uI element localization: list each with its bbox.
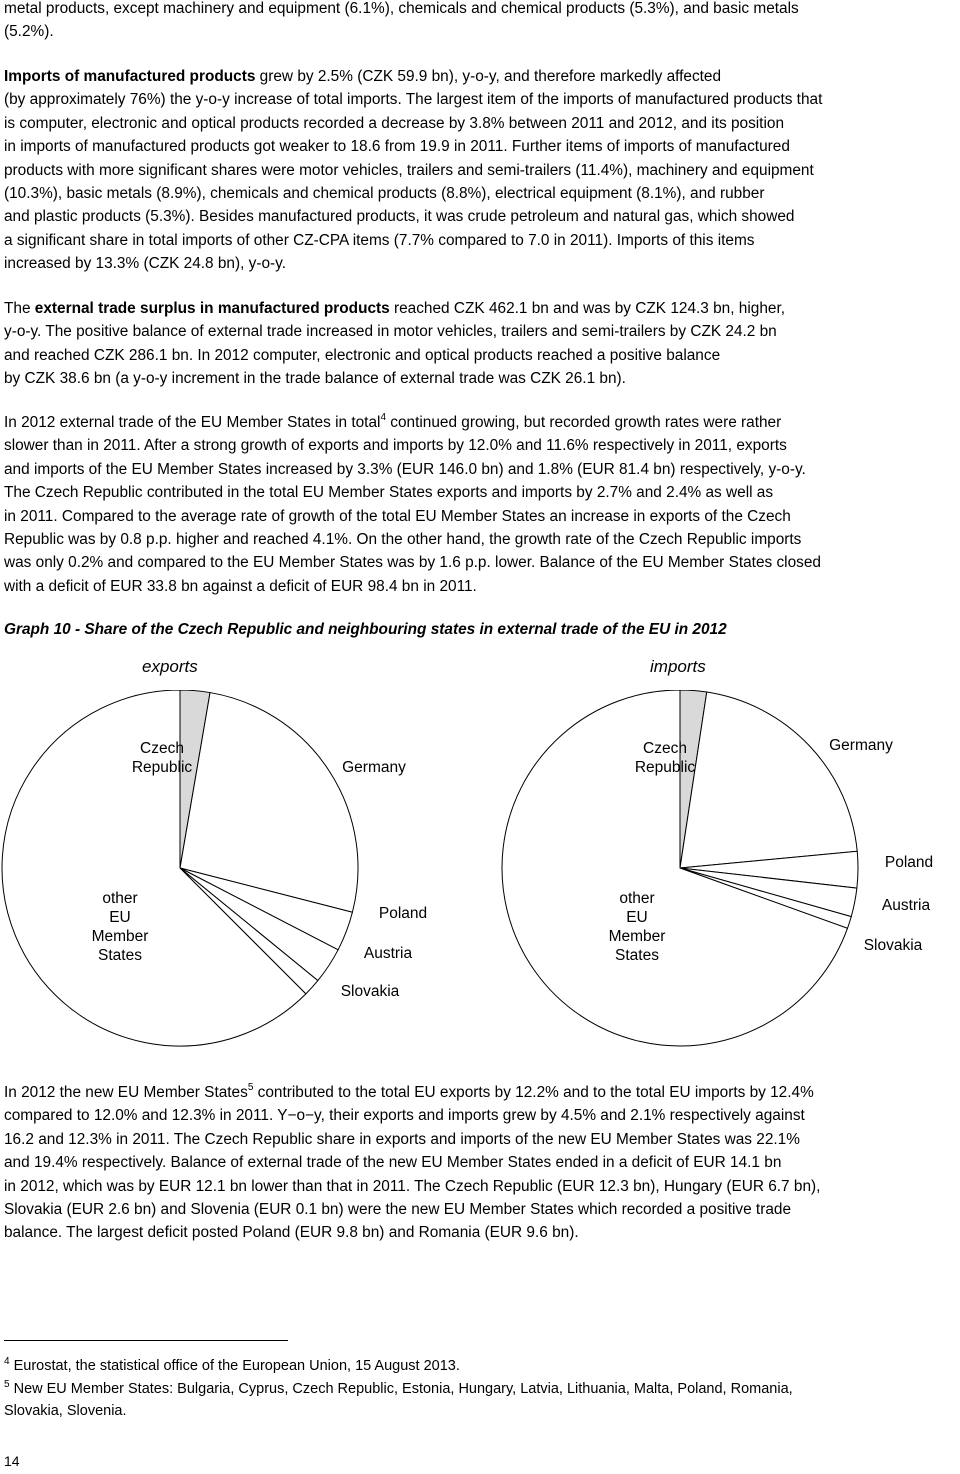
imports-label-other-eu-member-states: other EU Member States (608, 890, 666, 964)
imports-label-czech-republic: Czech Republic (634, 740, 696, 776)
imports-label-slovakia: Slovakia (863, 937, 923, 954)
imports-label-poland: Poland (884, 854, 934, 871)
bold-lead-imports: Imports of manufactured products (4, 68, 256, 85)
page-number: 14 (4, 1453, 20, 1469)
exports-pie-title: exports (142, 657, 198, 676)
footnote-ref-4: 4 (380, 412, 386, 423)
footnote-separator (4, 1340, 288, 1341)
graph-title: Graph 10 - Share of the Czech Republic and neighbouring states in external trade of the EU in 2012 (4, 621, 727, 638)
exports-label-slovakia: Slovakia (340, 983, 400, 1000)
pie-charts (0, 690, 960, 1062)
paragraph-eu-external-trade: In 2012 external trade of the EU Member States in total$^4$ continued growing, but recorded growth rates were rather slower than in 2011. After a strong growth of exports and imports by 12.0% and 11.6% respectively in 2011, exports and imports of the EU Member States increased by 3.3% (EUR 146.0 bn) and 1.8% (EUR 81.4 bn) respectively, y-o-y. The Czech Republic contributed in the total EU Member States exports and imports by 2.7% and 2.4% as well as in 2011. Compared to the average rate of growth of the total EU Member States an increase in exports of the Czech Republic was by 0.8 p.p. higher and reached 4.1%. On the other hand, the growth rate of the Czech Republic imports was only 0.2% and compared to the EU Member States was by 1.6 p.p. lower. Balance of the EU Member States closed with a deficit of EUR 33.8 bn against a deficit of EUR 98.4 bn in 2011. (4, 412, 821, 595)
imports-label-austria: Austria (881, 897, 931, 914)
paragraph-metal-products: metal products, except machinery and equipment (6.1%), chemicals and chemical products (5.3%), and basic metals (5.2%). (4, 0, 799, 41)
paragraph-trade-surplus: The external trade surplus in manufactured products reached CZK 462.1 bn and was by CZK 124.3 bn, higher, y-o-y. The positive balance of external trade increased in motor vehicles, trailers and semi-trailers by CZK 24.2 bn and reached CZK 286.1 bn. In 2012 computer, electronic and optical products reached a positive balance by CZK 38.6 bn (a y-o-y increment in the trade balance of external trade was CZK 26.1 bn). (4, 300, 785, 388)
imports-pie-title: imports (650, 657, 706, 676)
exports-label-other-eu-member-states: other EU Member States (91, 890, 149, 964)
footnote-4: $^4$ Eurostat, the statistical office of the European Union, 15 August 2013. (4, 1356, 460, 1374)
imports-slice-germany (680, 692, 857, 868)
paragraph-new-eu-states: In 2012 the new EU Member States$^5$ contributed to the total EU exports by 12.2% and to the total EU imports by 12.4% compared to 12.0% and 12.3% in 2011. Y−o−y, their exports and imports grew by 4.5% and 2.1% respectively against 16.2 and 12.3% in 2011. The Czech Republic share in exports and imports of the new EU Member States was 22.1% and 19.4% respectively. Balance of external trade of the new EU Member States ended in a deficit of EUR 14.1 bn in 2012, which was by EUR 12.1 bn lower than that in 2011. The Czech Republic (EUR 12.3 bn), Hungary (EUR 6.7 bn), Slovakia (EUR 2.6 bn) and Slovenia (EUR 0.1 bn) were the new EU Member States which recorded a positive trade balance. The largest deficit posted Poland (EUR 9.8 bn) and Romania (EUR 9.6 bn). (4, 1082, 821, 1242)
exports-label-austria: Austria (363, 945, 413, 962)
exports-label-germany: Germany (342, 759, 406, 776)
paragraph-imports-manufactured: Imports of manufactured products grew by 2.5% (CZK 59.9 bn), y-o-y, and therefore markedly affected (by approximately 76%) the y-o-y increase of total imports. The largest item of the imports of manufactured products that is computer, electronic and optical products recorded a decrease by 3.8% between 2011 and 2012, and its position in imports of manufactured products got weaker to 18.6 from 19.9 in 2011. Further items of imports of manufactured products with more significant shares were motor vehicles, trailers and semi-trailers (11.4%), machinery and equipment (10.3%), basic metals (8.9%), chemicals and chemical products (8.8%), electrical equipment (8.1%), and rubber and plastic products (5.3%). Besides manufactured products, it was crude petroleum and natural gas, which showed a significant share in total imports of other CZ-CPA items (7.7% compared to 7.0 in 2011). Imports of this items increased by 13.3% (CZK 24.8 bn), y-o-y. (4, 68, 823, 273)
footnote-5: $^5$ New EU Member States: Bulgaria, Cyprus, Czech Republic, Estonia, Hungary, Latvia, Lithuania, Malta, Poland, Romania, Slovakia, Slovenia. (4, 1379, 793, 1419)
imports-label-germany: Germany (829, 737, 893, 754)
exports-label-czech-republic: Czech Republic (131, 740, 193, 776)
footnote-ref-5: 5 (247, 1082, 254, 1093)
exports-label-poland: Poland (378, 905, 428, 922)
bold-trade-surplus: external trade surplus in manufactured products (34, 300, 390, 317)
